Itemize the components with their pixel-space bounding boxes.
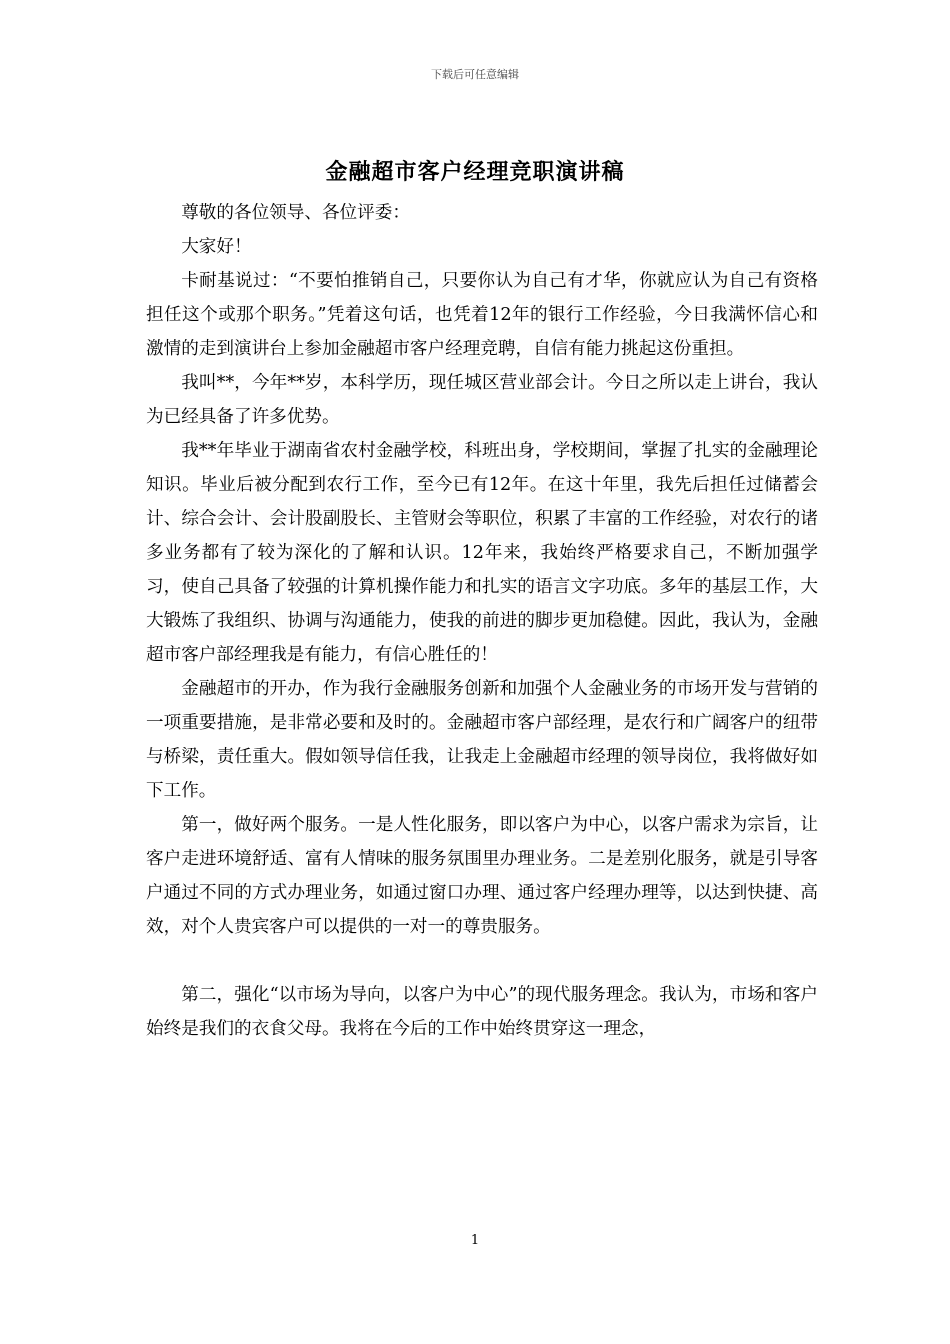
- paragraph-quote: 卡耐基说过：“不要怕推销自己，只要你认为自己有才华，你就应认为自己有资格担任这个或那个职务。”凭着这句话，也凭着12年的银行工作经验，今日我满怀信心和激情的走到演讲台上参加金融超市客户经理竞聘，自信有能力挑起这份重担。: [146, 271, 818, 359]
- paragraph-financial-supermarket: 金融超市的开办，作为我行金融服务创新和加强个人金融业务的市场开发与营销的一项重要措施，是非常必要和及时的。金融超市客户部经理，是农行和广阔客户的纽带与桥梁，责任重大。假如领导信任我，让我走上金融超市经理的领导岗位，我将做好如下工作。: [146, 679, 818, 801]
- paragraph-salutation: 尊敬的各位领导、各位评委：: [181, 203, 410, 223]
- page-header-note: 下载后可任意编辑: [431, 68, 519, 81]
- document-title: 金融超市客户经理竞职演讲稿: [325, 159, 625, 185]
- paragraph-second-point: 第二，强化“以市场为导向，以客户为中心”的现代服务理念。我认为，市场和客户始终是我们的衣食父母。我将在今后的工作中始终贯穿这一理念，: [146, 985, 818, 1039]
- paragraph-intro: 我叫**，今年**岁，本科学历，现任城区营业部会计。今日之所以走上讲台，我认为已经具备了许多优势。: [146, 373, 818, 427]
- page-number: 1: [470, 1233, 480, 1248]
- paragraph-first-point: 第一，做好两个服务。一是人性化服务，即以客户为中心，以客户需求为宗旨，让客户走进环境舒适、富有人情味的服务氛围里办理业务。二是差别化服务，就是引导客户通过不同的方式办理业务，如通过窗口办理、通过客户经理办理等，以达到快捷、高效，对个人贵宾客户可以提供的一对一的尊贵服务。: [146, 815, 818, 937]
- document-body: [146, 196, 818, 1046]
- paragraph-greeting: 大家好！: [181, 237, 252, 257]
- paragraph-experience: 我**年毕业于湖南省农村金融学校，科班出身，学校期间，掌握了扎实的金融理论知识。毕业后被分配到农行工作，至今已有12年。在这十年里，我先后担任过储蓄会计、综合会计、会计股副股长、主管财会等职位，积累了丰富的工作经验，对农行的诸多业务都有了较为深化的了解和认识。12年来，我始终严格要求自己，不断加强学习，使自己具备了较强的计算机操作能力和扎实的语言文字功底。多年的基层工作，大大锻炼了我组织、协调与沟通能力，使我的前进的脚步更加稳健。因此，我认为，金融超市客户部经理我是有能力，有信心胜任的！: [146, 441, 818, 665]
